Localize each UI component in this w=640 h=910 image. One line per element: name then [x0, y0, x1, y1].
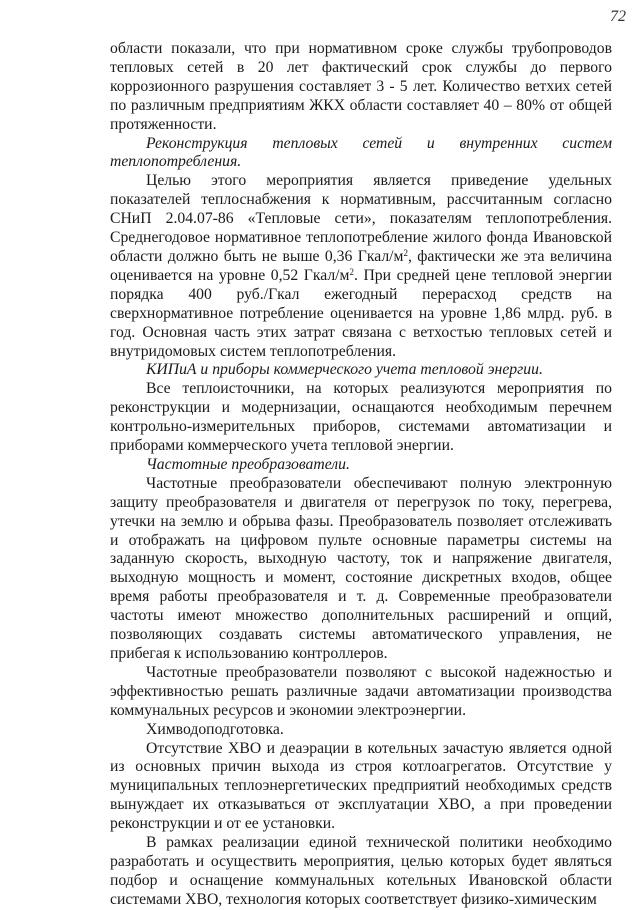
paragraph — [110, 172, 612, 361]
text-run: . При средней цене тепловой энергии порядка 400 руб./Гкал ежегодный перерасход средств на сверхнормативное потребление оценивается на уровне 1,86 млрд. руб. в год. Основная часть этих затрат связана с ветхостью тепловых сетей и внутридомовых систем теплопотребления. — [110, 266, 612, 360]
paragraph: Частотные преобразователи обеспечивают полную электронную защиту преобразователя и двигателя от перегрузок по току, перегрева, утечки на землю и обрыва фазы. Преобразователь позволяет отслеживать и отображать на цифровом пульте основные параметры системы на заданную скорость, выходную частоту, ток и напряжение двигателя, выходную мощность и момент, состояние дискретных входов, общее время работы преобразователя и т. д. Современные преобразователи частоты имеют множество дополнительных расширений и опций, позволяющих создавать системы автоматического управления, не прибегая к использованию контроллеров. — [110, 474, 612, 662]
paragraph: области показали, что при нормативном сроке службы трубопроводов тепловых сетей в 20 лет фактический срок службы до первого коррозионного разрушения составляет 3 - 5 лет. Количество ветхих сетей по различным предприятиям ЖКХ области составляет 40 – 80% от общей протяженности. — [110, 40, 612, 133]
section-heading: Химводоподготовка. — [146, 720, 284, 738]
superscript: 2 — [349, 266, 354, 277]
paragraph: Все теплоисточники, на которых реализуются мероприятия по реконструкции и модернизации, оснащаются необходимым перечнем контрольно-измерительных приборов, системами автоматизации и приборами коммерческого учета тепловой энергии. — [110, 380, 612, 455]
paragraph: Отсутствие ХВО и деаэрации в котельных зачастую является одной из основных причин выхода из строя котлоагрегатов. Отсутствие у муниципальных теплоэнергетических предприятий необходимых средств вынуждает их отказываться от эксплуатации ХВО, а при проведении реконструкции и от ее установки. — [110, 739, 612, 833]
text-run: Целью этого мероприятия является приведение удельных показателей теплоснабжения к нормативным, рассчитанным согласно СНиП 2.04.07-86 «Тепловые сети», показателям теплопотребления. Среднегодовое нормативное теплопотребление жилого фонда Ивановской области должно быть не выше 0,36 Гкал/м — [110, 172, 612, 265]
page-number: 72 — [610, 8, 626, 25]
section-heading: Реконструкция тепловых сетей и внутренних систем теплопотребления. — [110, 134, 612, 171]
superscript: 2 — [403, 247, 408, 258]
text-run: , фактически же эта величина оценивается на уровне 0,52 Гкал/м — [110, 247, 613, 284]
section-heading: КИПиА и приборы коммерческого учета тепловой энергии. — [146, 361, 543, 379]
paragraph: Частотные преобразователи позволяют с высокой надежностью и эффективностью решать различные задачи автоматизации производства коммунальных ресурсов и экономии электроэнергии. — [110, 663, 612, 719]
document-body — [110, 40, 612, 910]
paragraph: В рамках реализации единой технической политики необходимо разработать и осуществить мероприятия, целью которых будет являться подбор и оснащение коммунальных котельных Ивановской области системами ХВО, технология которых соответствует физико-химическим — [110, 834, 612, 908]
section-heading: Частотные преобразователи. — [146, 455, 350, 473]
